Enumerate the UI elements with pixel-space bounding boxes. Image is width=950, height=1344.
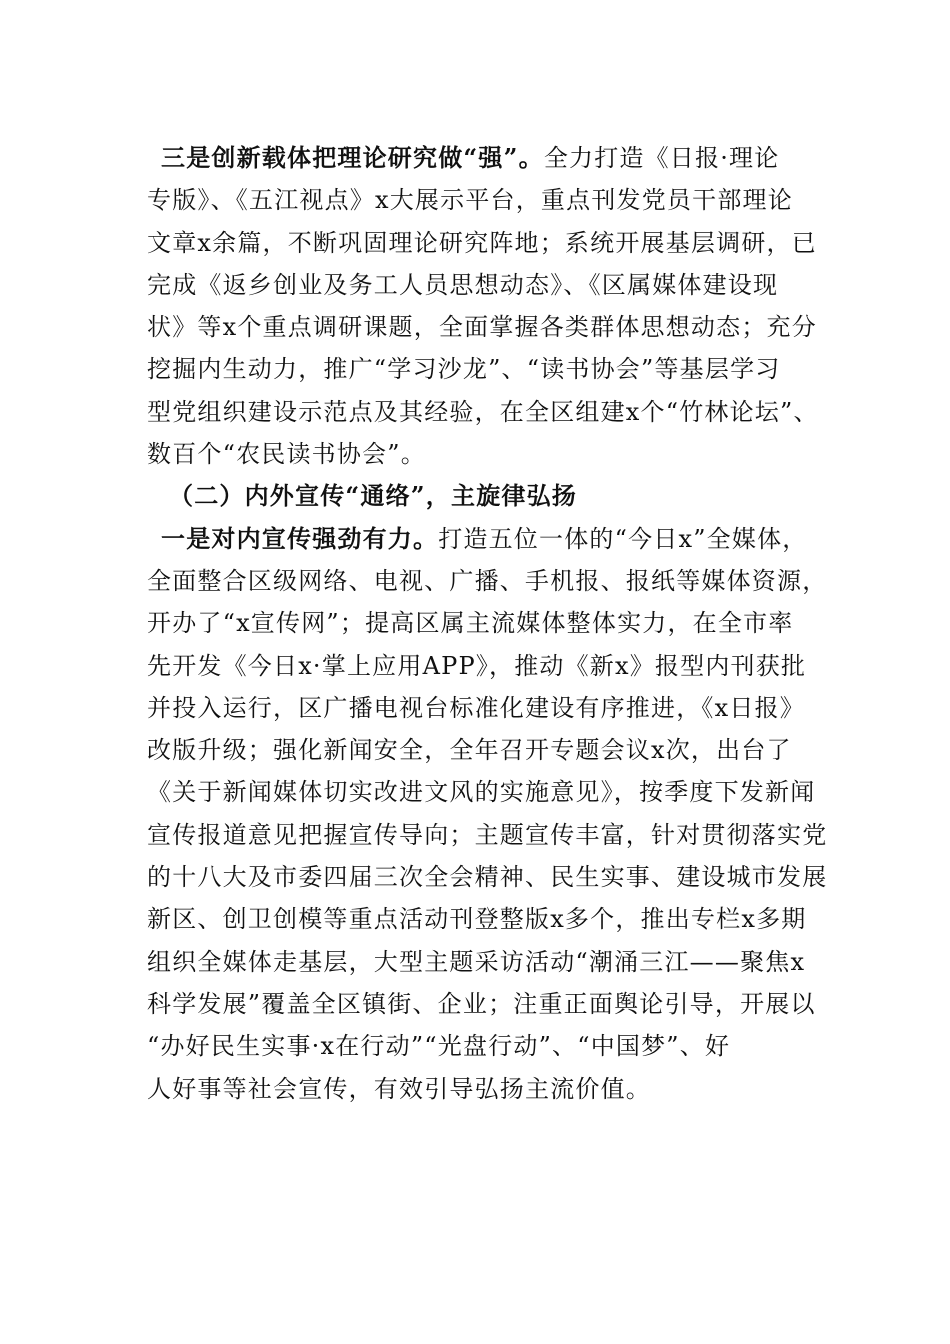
para2-line-10: 新区、创卫创模等重点活动刊登整版x多个，推出专栏x多期	[147, 905, 807, 934]
para2-line-13: “办好民生实事·x在行动”“光盘行动”、“中国梦”、好	[147, 1032, 731, 1061]
para1-lead: 三是创新载体把理论研究做“强”。	[161, 143, 544, 172]
para2-line-1-text: 打造五位一体的“今日x”全媒体，	[438, 524, 808, 553]
para1-line-5: 状》等x个重点调研课题，全面掌握各类群体思想动态；充分	[147, 313, 817, 342]
para2-line-12: 科学发展”覆盖全区镇街、企业；注重正面舆论引导，开展以	[147, 989, 816, 1018]
para2-lead: 一是对内宣传强劲有力。	[161, 523, 439, 553]
para2-line-2: 全面整合区级网络、电视、广播、手机报、报纸等媒体资源，	[147, 566, 827, 595]
para1-line-2: 专版》、《五江视点》x大展示平台，重点刊发党员干部理论	[147, 186, 793, 215]
para2-line-1	[147, 518, 827, 560]
para2-line-6: 改版升级；强化新闻安全，全年召开专题会议x次，出台了	[147, 736, 792, 765]
para1-line-4: 完成《返乡创业及务工人员思想动态》、《区属媒体建设现	[147, 270, 779, 299]
para2-line-9: 的十八大及市委四届三次全会精神、民生实事、建设城市发展	[147, 863, 827, 892]
document-body	[147, 137, 827, 1110]
para1-line-8: 数百个“农民读书协会”。	[147, 440, 426, 469]
para1-line-7: 型党组织建设示范点及其经验，在全区组建x个“竹林论坛”、	[147, 397, 819, 426]
para1-line-3: 文章x余篇，不断巩固理论研究阵地；系统开展基层调研，已	[147, 228, 817, 257]
para2-line-11: 组织全媒体走基层，大型主题采访活动“潮涌三江——聚焦x	[147, 947, 806, 976]
para2-line-8: 宣传报道意见把握宣传导向；主题宣传丰富，针对贯彻落实党	[147, 820, 827, 849]
para2-line-3: 开办了“x宣传网”；提高区属主流媒体整体实力，在全市率	[147, 609, 794, 638]
para1-line-1	[147, 137, 827, 179]
para2-line-5: 并投入运行，区广播电视台标准化建设有序推进，《x日报》	[147, 693, 805, 722]
section-heading: （二）内外宣传“通络”，主旋律弘扬	[169, 481, 578, 511]
para1-line-6: 挖掘内生动力，推广“学习沙龙”、“读书协会”等基层学习	[147, 355, 781, 384]
para2-line-7: 《关于新闻媒体切实改进文风的实施意见》，按季度下发新闻	[147, 778, 816, 807]
para2-line-4: 先开发《今日x·掌上应用APP》，推动《新x》报型内刊获批	[147, 651, 807, 680]
para1-line-1-text: 全力打造《日报·理论	[543, 144, 780, 172]
para2-line-14: 人好事等社会宣传，有效引导弘扬主流价值。	[147, 1074, 651, 1103]
